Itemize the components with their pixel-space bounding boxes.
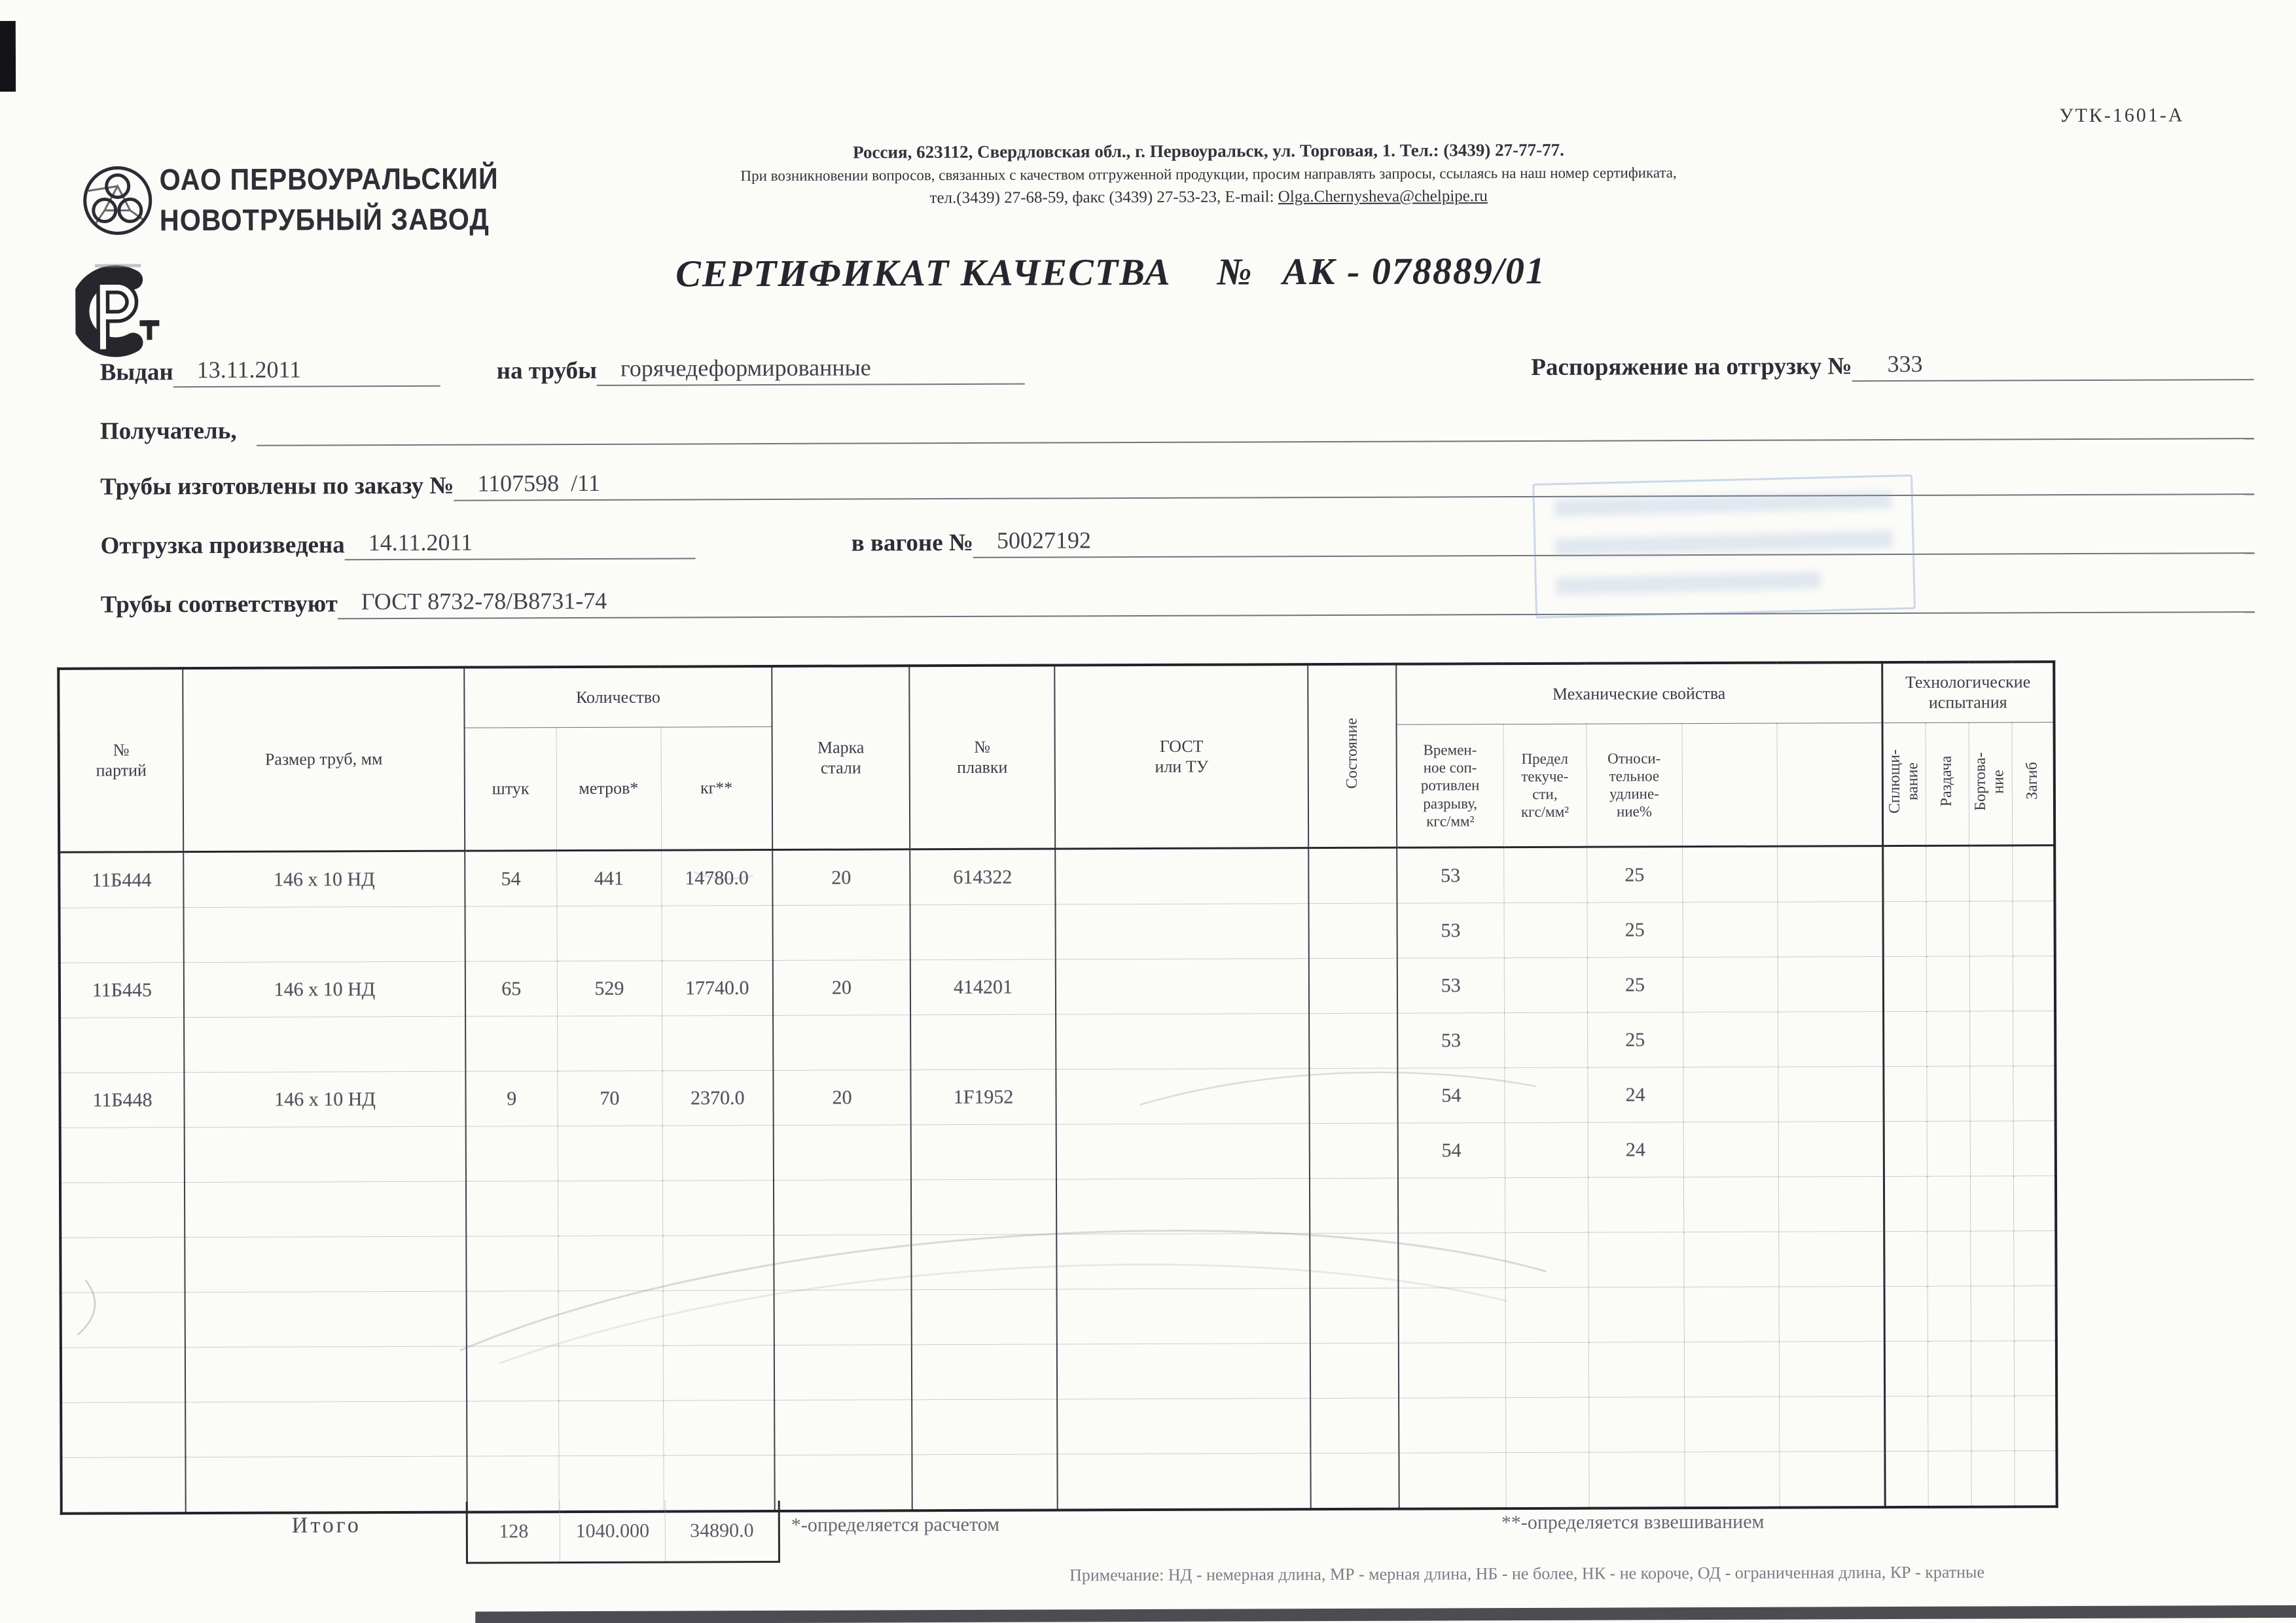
table-cell — [1504, 1012, 1587, 1067]
table-cell: 53 — [1397, 903, 1504, 959]
table-cell — [663, 1400, 774, 1455]
table-cell — [558, 1181, 662, 1236]
table-cell — [466, 1236, 558, 1291]
table-cell: 414201 — [910, 959, 1056, 1015]
table-cell — [1684, 1397, 1779, 1452]
table-cell — [774, 1290, 912, 1346]
table-cell — [558, 1126, 662, 1181]
scan-corner-artifact — [0, 21, 16, 92]
col-header-bend: Загиб — [2012, 722, 2055, 846]
table-cell — [1057, 1399, 1310, 1454]
table-cell — [1778, 1012, 1883, 1067]
table-cell — [912, 1454, 1057, 1510]
scanner-edge-strip — [475, 1605, 2296, 1623]
col-header-empty — [1682, 723, 1778, 847]
table-cell — [1970, 1121, 2013, 1176]
col-header-pieces: штук — [465, 728, 557, 851]
col-header-expansion: Раздача — [1926, 722, 1969, 846]
table-cell: 25 — [1587, 902, 1683, 958]
table-cell — [1056, 1234, 1310, 1289]
stamp-illegible-line — [1556, 571, 1820, 595]
table-cell: 25 — [1587, 1012, 1683, 1068]
table-cell — [662, 1126, 774, 1181]
table-cell — [774, 1180, 911, 1236]
table-cell — [1969, 1066, 2013, 1121]
table-cell — [2014, 1341, 2056, 1396]
shipment-date-field: 14.11.2011 — [345, 527, 696, 560]
table-cell — [1926, 846, 1969, 901]
table-cell — [1310, 1233, 1398, 1288]
table-cell — [1969, 1011, 2013, 1066]
col-header-kg: кг** — [661, 727, 773, 851]
stamp-illegible-line — [1554, 491, 1892, 517]
contact-email: Olga.Chernysheva@chelpipe.ru — [1278, 187, 1488, 206]
col-header-size: Размер труб, мм — [183, 668, 465, 852]
table-cell — [558, 1236, 662, 1291]
table-cell — [1309, 1068, 1397, 1123]
table-cell — [1927, 1231, 1970, 1286]
table-cell — [1971, 1286, 2014, 1341]
stamp-illegible-line — [1555, 531, 1892, 556]
col-header-flattening: Сплющи- вание — [1882, 722, 1926, 846]
table-cell: 614322 — [910, 849, 1055, 905]
table-cell — [465, 1016, 557, 1071]
faint-blue-stamp — [1532, 474, 1916, 618]
group-header-mechanical: Механические свойства — [1396, 662, 1882, 724]
table-cell — [2013, 956, 2055, 1011]
table-cell: 11Б448 — [60, 1073, 184, 1128]
table-cell — [1505, 1232, 1588, 1287]
table-cell — [60, 1183, 185, 1238]
col-header-party: № партий — [58, 668, 183, 852]
table-cell — [1926, 1066, 1969, 1121]
table-cell: 20 — [773, 1070, 910, 1126]
table-cell — [2014, 1396, 2056, 1451]
table-cell: 441 — [556, 850, 661, 906]
table-cell — [1778, 902, 1883, 957]
address-line3 — [587, 183, 1831, 211]
table-cell — [1884, 1341, 1928, 1396]
table-cell — [1398, 1178, 1505, 1234]
table-cell — [1884, 1231, 1927, 1286]
table-cell — [1969, 846, 2012, 901]
table-cell — [663, 1290, 774, 1346]
table-cell — [1399, 1343, 1505, 1399]
table-cell — [911, 1179, 1056, 1235]
col-header-steel-grade: Марка стали — [772, 666, 910, 849]
table-cell — [1505, 1342, 1588, 1397]
table-cell — [1505, 1452, 1588, 1508]
table-cell — [1683, 1012, 1778, 1067]
table-cell: 146 х 10 НД — [183, 851, 465, 908]
table-cell — [1505, 1122, 1588, 1177]
table-cell — [1310, 1123, 1398, 1178]
totals-label: Итого — [291, 1513, 361, 1538]
table-cell — [185, 1456, 467, 1513]
table-cell — [467, 1401, 558, 1456]
table-cell — [1310, 1178, 1398, 1233]
company-line2: НОВОТРУБНЫЙ ЗАВОД — [159, 202, 490, 238]
table-cell — [2012, 846, 2054, 901]
table-row — [60, 1231, 2056, 1293]
table-cell — [1778, 957, 1883, 1012]
total-kg: 34890.0 — [690, 1520, 754, 1542]
table-cell — [1505, 1177, 1588, 1232]
table-cell — [1310, 1343, 1399, 1398]
table-cell: 24 — [1588, 1122, 1683, 1178]
table-cell — [1928, 1396, 1971, 1451]
pipes-type-field: горячедеформированные — [597, 353, 1025, 386]
table-cell: 54 — [1397, 1068, 1504, 1124]
table-cell — [2013, 1011, 2055, 1066]
table-cell — [1883, 901, 1926, 956]
address-line3-prefix: тел.(3439) 27-68-59, факс (3439) 27-53-23, E-mail: — [929, 188, 1278, 207]
table-cell — [1778, 1232, 1884, 1287]
table-cell — [1057, 1289, 1310, 1344]
table-cell — [1969, 901, 2013, 956]
table-cell — [2013, 901, 2055, 956]
table-cell — [1588, 1232, 1683, 1288]
table-cell — [60, 1018, 184, 1073]
table-row — [60, 956, 2055, 1018]
table-cell — [558, 1400, 663, 1456]
table-cell — [663, 1345, 774, 1400]
table-cell — [910, 904, 1056, 960]
table-row — [61, 1286, 2056, 1348]
table-cell — [1927, 1176, 1970, 1231]
table-cell — [1588, 1342, 1684, 1398]
legend-note: Примечание: НД - немерная длина, МР - мерная длина, НБ - не более, НК - не короче, ОД - ограниченная длина, КР - кратные — [1069, 1562, 1985, 1585]
col-header-meters: метров* — [556, 727, 662, 851]
table-cell: 53 — [1397, 1013, 1504, 1069]
col-header-heat-number: № плавки — [909, 665, 1055, 849]
table-cell — [1504, 1067, 1587, 1122]
table-row — [60, 1121, 2056, 1183]
table-cell — [558, 1291, 663, 1346]
shipping-order-field: 333 — [1852, 349, 2254, 382]
table-cell — [1778, 1177, 1884, 1232]
certificate-table — [57, 660, 2058, 1515]
table-cell — [1683, 1232, 1778, 1287]
table-cell — [61, 1293, 185, 1348]
wagon-number-field: 50027192 — [973, 522, 2255, 558]
table-cell — [1505, 1287, 1588, 1342]
table-cell — [1778, 1067, 1883, 1122]
table-cell — [185, 1346, 467, 1402]
table-cell — [1308, 847, 1397, 903]
pipe-plant-logo-icon — [82, 164, 154, 236]
col-header-elongation: Относи- тельное удлине- ние% — [1587, 724, 1683, 847]
table-row — [59, 846, 2054, 908]
conform-label: Трубы соответствуют — [100, 590, 338, 618]
table-cell: 20 — [772, 849, 910, 906]
col-header-state: Состояние — [1308, 664, 1397, 848]
document-title — [0, 246, 2223, 298]
table-cell — [1684, 1452, 1779, 1508]
table-cell — [773, 1015, 910, 1071]
table-cell — [1055, 848, 1308, 904]
table-cell — [185, 1236, 466, 1293]
table-cell — [1926, 956, 1969, 1011]
table-cell — [912, 1289, 1057, 1345]
table-cell — [1883, 1066, 1926, 1121]
table-cell: 54 — [465, 851, 556, 906]
table-cell — [1683, 1177, 1778, 1232]
col-header-flanging: Бортова- ние — [1969, 722, 2013, 846]
table-cell: 11Б444 — [59, 852, 183, 908]
table-cell — [662, 1181, 774, 1236]
table-cell — [185, 1126, 466, 1183]
group-header-quantity: Количество — [464, 666, 772, 728]
issued-date-field: 13.11.2011 — [173, 355, 440, 387]
table-cell — [911, 1234, 1056, 1290]
table-cell — [911, 1124, 1056, 1180]
table-cell: 2370.0 — [662, 1071, 773, 1126]
table-cell: 25 — [1587, 957, 1683, 1013]
table-cell — [1777, 846, 1882, 902]
table-cell — [2013, 1231, 2056, 1286]
table-cell: 24 — [1587, 1067, 1683, 1123]
table-cell — [1684, 1342, 1779, 1397]
table-cell — [1682, 846, 1777, 902]
pipes-label: на трубы — [496, 357, 598, 385]
table-cell — [1399, 1453, 1505, 1509]
table-cell — [1928, 1341, 1971, 1396]
table-cell — [662, 1016, 773, 1071]
table-cell: 54 — [1398, 1123, 1505, 1179]
table-cell — [1684, 1287, 1779, 1342]
totals-box — [466, 1501, 780, 1564]
table-cell — [185, 1401, 467, 1457]
table-row — [61, 1341, 2056, 1403]
table-cell — [557, 1016, 662, 1071]
table-cell — [1588, 1177, 1683, 1233]
table-cell: 9 — [465, 1071, 557, 1126]
table-cell — [1970, 1176, 2013, 1231]
table-cell — [1056, 959, 1309, 1014]
table-cell: 17740.0 — [662, 961, 773, 1016]
order-number-field: 1107598 /11 — [454, 463, 2254, 501]
table-cell — [1779, 1452, 1884, 1508]
table-cell: 1F1952 — [910, 1069, 1056, 1125]
table-cell — [1398, 1233, 1505, 1289]
company-name — [160, 158, 499, 240]
total-meters: 1040.000 — [560, 1501, 666, 1562]
table-cell — [1056, 1069, 1309, 1124]
table-cell — [1309, 958, 1397, 1013]
table-cell — [662, 1235, 774, 1291]
title-number-sign: № — [1217, 250, 1253, 293]
table-cell — [2013, 1176, 2056, 1231]
table-cell: 53 — [1397, 847, 1503, 904]
table-cell — [1970, 1231, 2013, 1286]
table-cell — [1309, 1013, 1397, 1068]
table-cell — [1779, 1342, 1884, 1397]
table-cell — [184, 906, 465, 963]
table-cell — [1057, 1454, 1310, 1510]
table-cell — [184, 1016, 465, 1073]
table-cell — [1504, 902, 1587, 957]
table-cell — [2014, 1451, 2056, 1507]
table-cell — [2013, 1121, 2056, 1176]
table-cell — [1056, 1124, 1310, 1179]
table-cell — [774, 1125, 911, 1181]
shipment-line — [100, 513, 2254, 561]
table-cell — [465, 906, 557, 961]
address-block — [586, 136, 1830, 211]
table-cell — [1056, 904, 1309, 959]
table-cell — [60, 1128, 185, 1183]
table-row — [61, 1396, 2056, 1458]
table-cell: 70 — [557, 1071, 662, 1126]
table-cell — [1928, 1286, 1971, 1341]
table-cell — [774, 1235, 911, 1291]
footnote-double-star: **-определяется взвешиванием — [1501, 1510, 1765, 1534]
table-cell — [912, 1399, 1057, 1455]
table-row — [60, 901, 2055, 963]
table-cell — [61, 1402, 185, 1458]
table-cell — [1310, 1398, 1399, 1453]
total-pieces: 128 — [468, 1501, 560, 1561]
table-cell — [1778, 1122, 1884, 1177]
table-cell — [1882, 846, 1926, 901]
title-text: СЕРТИФИКАТ КАЧЕСТВА — [675, 250, 1172, 295]
table-cell — [1505, 1397, 1588, 1452]
issued-label: Выдан — [99, 359, 173, 386]
table-cell: 25 — [1587, 847, 1682, 903]
table-cell — [1926, 901, 1969, 956]
table-body — [59, 846, 2057, 1514]
table-cell: 11Б445 — [60, 963, 184, 1018]
table-cell — [1926, 1011, 1969, 1066]
table-cell — [1588, 1287, 1684, 1343]
table-cell — [2013, 1066, 2055, 1121]
table-cell: 529 — [557, 961, 662, 1016]
shipped-label: Отгрузка произведена — [100, 531, 345, 560]
table-cell — [773, 905, 910, 961]
footnote-star: *-определяется расчетом — [791, 1513, 1000, 1536]
table-cell — [467, 1346, 558, 1401]
order-made-line — [100, 454, 2254, 502]
table-cell — [1884, 1121, 1927, 1176]
table-cell — [1683, 1067, 1778, 1122]
table-cell — [1503, 847, 1587, 902]
table-cell — [60, 1238, 185, 1293]
table-cell — [1310, 1288, 1399, 1343]
table-cell — [467, 1291, 558, 1346]
table-cell — [558, 1346, 663, 1401]
table-cell — [1971, 1341, 2014, 1396]
table-cell — [1683, 902, 1778, 957]
table-cell — [466, 1126, 558, 1181]
table-cell — [1884, 1396, 1928, 1451]
table-row — [61, 1451, 2056, 1514]
table-cell — [1779, 1287, 1884, 1342]
table-cell — [774, 1455, 912, 1511]
table-cell — [1399, 1398, 1505, 1454]
table-cell — [556, 906, 661, 961]
table-cell: 146 х 10 НД — [184, 961, 465, 1018]
table-cell: 146 х 10 НД — [184, 1071, 465, 1128]
col-header-empty — [1777, 723, 1883, 847]
table-cell — [1884, 1176, 1927, 1231]
issued-line — [100, 340, 2254, 387]
table-cell — [185, 1181, 466, 1238]
address-line1: Россия, 623112, Свердловская обл., г. Первоуральск, ул. Торговая, 1. Тел.: (3439) 27-77-77. — [853, 139, 1564, 162]
table-row — [60, 1011, 2055, 1073]
table-cell — [466, 1181, 558, 1236]
group-header-technological: Технологические испытания — [1882, 662, 2054, 722]
table-cell — [1683, 957, 1778, 1012]
made-label: Трубы изготовлены по заказу № — [100, 472, 454, 501]
receiver-label: Получатель, — [99, 417, 237, 445]
company-line1: ОАО ПЕРВОУРАЛЬСКИЙ — [159, 161, 499, 197]
table-cell — [1588, 1397, 1684, 1453]
table-cell — [774, 1345, 912, 1400]
table-row — [60, 1066, 2055, 1128]
form-code: УТК-1601-А — [2059, 104, 2185, 127]
certificate-number: АК - 078889/01 — [1282, 249, 1547, 293]
table-cell — [2014, 1286, 2056, 1341]
table-cell — [1309, 903, 1397, 958]
table-cell: 65 — [465, 961, 557, 1016]
receiver-field — [257, 435, 2254, 446]
certificate-table-wrap — [57, 660, 2058, 1515]
col-header-gost: ГОСТ или ТУ — [1054, 664, 1308, 849]
table-cell — [61, 1347, 185, 1403]
table-cell — [1056, 1179, 1310, 1234]
conformity-line — [101, 572, 2255, 620]
order-label: Распоряжение на отгрузку № — [1531, 353, 1852, 381]
table-cell — [1057, 1344, 1310, 1399]
table-cell — [185, 1291, 467, 1347]
table-cell — [1883, 1011, 1926, 1066]
address-line2: При возникновении вопросов, связанных с качеством отгруженной продукции, просим направлять запросы, ссылаясь на наш номер сертификата, — [740, 164, 1677, 185]
table-cell — [774, 1400, 912, 1455]
table-cell — [1928, 1451, 1971, 1507]
col-header-tensile: Времен- ное соп- ротивлен разрыву, кгс/мм² — [1397, 724, 1504, 848]
table-cell — [1504, 957, 1587, 1012]
wagon-label: в вагоне № — [851, 529, 974, 557]
table-cell — [1971, 1396, 2014, 1451]
table-row — [60, 1176, 2056, 1238]
table-cell — [1683, 1122, 1778, 1177]
table-cell — [1399, 1288, 1505, 1344]
table-cell — [1310, 1453, 1399, 1509]
table-cell — [1969, 956, 2013, 1011]
table-cell — [1884, 1286, 1928, 1341]
table-cell — [661, 906, 772, 961]
gost-standard-field: ГОСТ 8732-78/В8731-74 — [338, 581, 2255, 619]
table-cell — [912, 1344, 1057, 1400]
table-cell — [1588, 1452, 1684, 1508]
table-cell — [1927, 1121, 1970, 1176]
table-cell — [60, 908, 184, 963]
col-header-yield: Предел текуче- сти, кгс/мм² — [1503, 724, 1587, 847]
table-cell — [1883, 956, 1926, 1011]
table-cell — [1056, 1014, 1309, 1069]
table-cell: 53 — [1397, 958, 1504, 1014]
receiver-line — [100, 399, 2254, 446]
table-cell — [61, 1457, 185, 1514]
table-cell — [1884, 1451, 1928, 1507]
table-cell: 20 — [773, 960, 910, 1016]
table-cell: 14780.0 — [661, 850, 772, 906]
table-cell — [1971, 1451, 2014, 1507]
table-cell — [1779, 1397, 1884, 1452]
table-cell — [910, 1014, 1056, 1070]
